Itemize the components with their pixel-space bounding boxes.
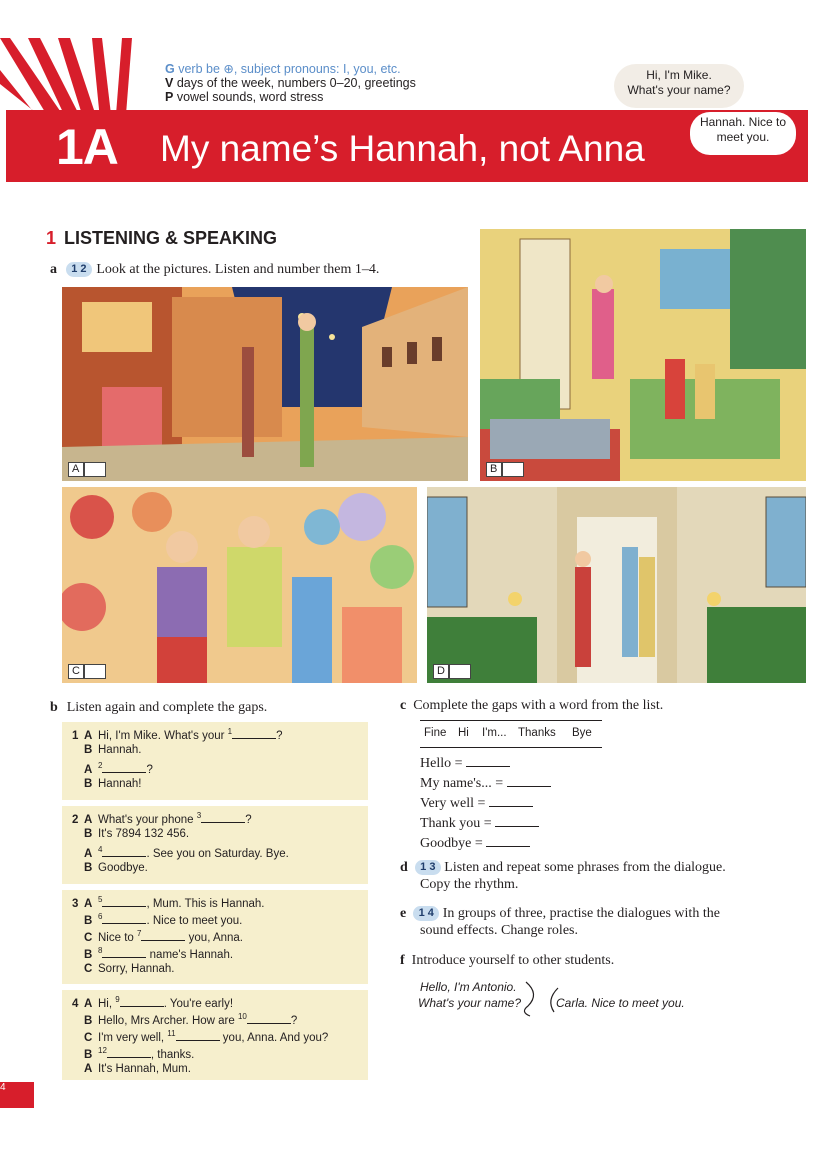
dialogue-line bbox=[72, 811, 252, 826]
word-list-item: Fine bbox=[424, 727, 447, 739]
speaker-letter: C bbox=[84, 963, 93, 975]
speaker-letter: B bbox=[84, 778, 93, 790]
picture-a-number-box[interactable]: A bbox=[68, 462, 84, 477]
speaker-letter: B bbox=[84, 1014, 93, 1027]
dialogue-text: Sorry, Hannah. bbox=[98, 963, 175, 975]
answer-gap[interactable] bbox=[201, 812, 245, 823]
dialogue-number: 2 bbox=[72, 813, 79, 826]
speaker-letter: A bbox=[84, 847, 93, 860]
dialogue-text: Hi, I'm Mike. What's your bbox=[98, 729, 228, 742]
dialogue-text: name's Hannah. bbox=[146, 948, 234, 961]
exercise-c-item: Very well = bbox=[420, 796, 533, 812]
exercise-f-instruction: f Introduce yourself to other students. bbox=[400, 953, 615, 968]
answer-gap[interactable] bbox=[507, 786, 551, 787]
dialogue-line bbox=[72, 761, 153, 776]
dialogue-line bbox=[72, 778, 141, 790]
dialogue-line bbox=[72, 1063, 191, 1075]
answer-gap[interactable] bbox=[495, 826, 539, 827]
dialogue-text: . Nice to meet you. bbox=[146, 914, 243, 927]
dialogue-box bbox=[62, 990, 368, 1080]
speaker-letter: A bbox=[84, 763, 93, 776]
answer-gap[interactable] bbox=[102, 762, 146, 773]
dialogue-text: I'm very well, bbox=[98, 1031, 168, 1044]
dialogue-text: you, Anna. And you? bbox=[219, 1031, 329, 1044]
speaker-letter: B bbox=[84, 914, 93, 927]
answer-gap[interactable] bbox=[486, 846, 530, 847]
speech-bubble-hannah: Hannah. Nice to meet you. bbox=[690, 112, 796, 155]
vocabulary-focus: V days of the week, numbers 0–20, greetings bbox=[165, 76, 416, 90]
exercise-e-instruction: e 1 4 In groups of three, practise the dialogues with the bbox=[400, 906, 720, 921]
speaker-letter: A bbox=[84, 1063, 93, 1075]
street-night-illustration bbox=[62, 287, 468, 481]
speaker-letter: A bbox=[84, 997, 93, 1010]
answer-gap[interactable] bbox=[102, 913, 146, 924]
dialogue-line bbox=[72, 1046, 194, 1061]
exercise-c-item: My name's... = bbox=[420, 776, 551, 792]
dialogue-line bbox=[72, 828, 189, 840]
dialogue-text: ? bbox=[276, 729, 283, 742]
pronunciation-focus: P vowel sounds, word stress bbox=[165, 90, 324, 104]
gap-number: 7 bbox=[137, 929, 142, 938]
section-title: 1 LISTENING & SPEAKING bbox=[46, 228, 278, 248]
dialogue-line bbox=[72, 862, 148, 874]
gap-number: 3 bbox=[196, 811, 202, 820]
page-number-tab: 4 bbox=[0, 1082, 34, 1108]
gap-number: 5 bbox=[98, 895, 103, 904]
dialogue-text: Nice to bbox=[98, 931, 137, 944]
picture-b-number-box[interactable]: B bbox=[486, 462, 502, 477]
dialogue-line bbox=[72, 946, 233, 961]
dialogue-text: It's Hannah, Mum. bbox=[98, 1063, 191, 1075]
speaker-letter: C bbox=[84, 931, 93, 944]
dialogue-line bbox=[72, 727, 283, 742]
audio-track-badge[interactable]: 1 4 bbox=[413, 906, 439, 921]
exercise-e-line2: sound effects. Change roles. bbox=[420, 923, 578, 938]
dialogue-text: ? bbox=[290, 1014, 298, 1027]
dialogue-text: Hannah. bbox=[98, 744, 142, 756]
speaker-letter: B bbox=[84, 828, 93, 840]
dialogue-line bbox=[72, 995, 233, 1010]
example-antonio-line1: Hello, I'm Antonio. bbox=[420, 980, 517, 994]
dialogue-text: you, Anna. bbox=[185, 931, 243, 944]
dialogue-text: It's 7894 132 456. bbox=[98, 828, 190, 840]
dialogue-text: . See you on Saturday. Bye. bbox=[146, 847, 289, 860]
example-antonio-line2: What's your name? bbox=[418, 996, 522, 1010]
exercise-a-instruction: a 1 2 Look at the pictures. Listen and number them 1–4. bbox=[50, 262, 380, 277]
lesson-title: My name’s Hannah, not Anna bbox=[160, 128, 645, 169]
party-crowd-illustration bbox=[62, 487, 417, 683]
exercise-d-line2: Copy the rhythm. bbox=[420, 877, 519, 892]
answer-gap[interactable] bbox=[232, 728, 276, 739]
speaker-letter: B bbox=[84, 948, 93, 961]
word-list bbox=[420, 720, 602, 748]
picture-b bbox=[480, 229, 806, 481]
dialogue-number: 1 bbox=[72, 729, 79, 742]
answer-gap[interactable] bbox=[489, 806, 533, 807]
exercise-d-instruction: d 1 3 Listen and repeat some phrases from the dialogue. bbox=[400, 860, 726, 875]
dialogue-line bbox=[72, 1029, 328, 1044]
speaker-letter: A bbox=[84, 729, 93, 742]
dialogue-number: 3 bbox=[72, 897, 79, 910]
answer-gap[interactable] bbox=[120, 996, 164, 1007]
gap-number: 11 bbox=[167, 1029, 176, 1038]
dialogue-text: ? bbox=[146, 763, 153, 776]
answer-gap[interactable] bbox=[107, 1047, 151, 1058]
gap-number: 4 bbox=[98, 845, 103, 854]
answer-gap[interactable] bbox=[141, 930, 185, 941]
speaker-letter: B bbox=[84, 744, 93, 756]
word-list-item: Hi bbox=[458, 727, 469, 739]
dialogue-text: , thanks. bbox=[150, 1048, 195, 1061]
gap-number: 10 bbox=[237, 1012, 247, 1021]
exercise-c-instruction: c Complete the gaps with a word from the list. bbox=[400, 698, 664, 713]
dialogue-number: 4 bbox=[72, 997, 79, 1010]
audio-track-badge[interactable]: 1 3 bbox=[415, 860, 441, 875]
picture-c-number-box[interactable]: C bbox=[68, 664, 84, 679]
dialogue-text: Hello, Mrs Archer. How are bbox=[98, 1014, 238, 1027]
exercise-c-item: Hello = bbox=[420, 756, 510, 772]
answer-gap[interactable] bbox=[176, 1030, 220, 1041]
lesson-code: 1A bbox=[56, 119, 118, 175]
living-room-illustration bbox=[480, 229, 806, 481]
picture-a bbox=[62, 287, 468, 481]
dialogue-text: . You're early! bbox=[163, 997, 234, 1010]
gap-number: 9 bbox=[115, 995, 120, 1004]
picture-c bbox=[62, 487, 417, 683]
dialogue-line bbox=[72, 1012, 297, 1027]
answer-gap[interactable] bbox=[102, 947, 146, 958]
dialogue-text: What's your phone bbox=[98, 813, 197, 826]
front-door-illustration bbox=[427, 487, 806, 683]
dialogue-line bbox=[72, 929, 243, 944]
answer-gap[interactable] bbox=[247, 1013, 291, 1024]
gap-number: 6 bbox=[98, 912, 103, 921]
speaker-letter: C bbox=[84, 1031, 93, 1044]
speaker-letter: A bbox=[84, 897, 93, 910]
dialogue-box bbox=[62, 890, 368, 984]
dialogue-text: ? bbox=[245, 813, 252, 826]
exercise-b-instruction: b Listen again and complete the gaps. bbox=[50, 700, 268, 715]
picture-d bbox=[427, 487, 806, 683]
gap-number: 8 bbox=[98, 946, 103, 955]
speaker-letter: B bbox=[84, 862, 93, 874]
picture-d-number-box[interactable]: D bbox=[433, 664, 449, 679]
speech-bubble-mike: Hi, I'm Mike. What's your name? bbox=[614, 64, 744, 108]
gap-number: 1 bbox=[227, 727, 233, 736]
dialogue-text: Hi, bbox=[98, 997, 116, 1010]
example-carla: Carla. Nice to meet you. bbox=[556, 996, 685, 1010]
dialogue-text: , Mum. This is Hannah. bbox=[146, 897, 265, 910]
dialogue-line bbox=[72, 744, 141, 756]
dialogue-line bbox=[72, 895, 264, 910]
exercise-c-item: Thank you = bbox=[420, 816, 539, 832]
speaker-letter: B bbox=[84, 1048, 93, 1061]
answer-gap[interactable] bbox=[102, 896, 146, 907]
audio-track-badge[interactable]: 1 2 bbox=[66, 262, 92, 277]
exercise-c-item: Goodbye = bbox=[420, 836, 530, 852]
gap-number: 2 bbox=[98, 761, 103, 770]
answer-gap[interactable] bbox=[102, 846, 146, 857]
dialogue-box bbox=[62, 722, 368, 800]
word-list-item: Thanks bbox=[518, 727, 556, 739]
word-list-item: I'm... bbox=[482, 727, 507, 739]
dialogue-line bbox=[72, 963, 175, 975]
answer-gap[interactable] bbox=[466, 766, 510, 767]
dialogue-text: Hannah! bbox=[98, 778, 142, 790]
speaker-letter: A bbox=[84, 813, 93, 826]
dialogue-line bbox=[72, 845, 289, 860]
grammar-focus: G verb be ⊕, subject pronouns: I, you, etc. bbox=[165, 62, 401, 76]
dialogue-text: Goodbye. bbox=[98, 862, 148, 874]
gap-number: 12 bbox=[98, 1046, 107, 1055]
word-list-item: Bye bbox=[572, 727, 592, 739]
dialogue-box bbox=[62, 806, 368, 884]
dialogue-line bbox=[72, 912, 242, 927]
